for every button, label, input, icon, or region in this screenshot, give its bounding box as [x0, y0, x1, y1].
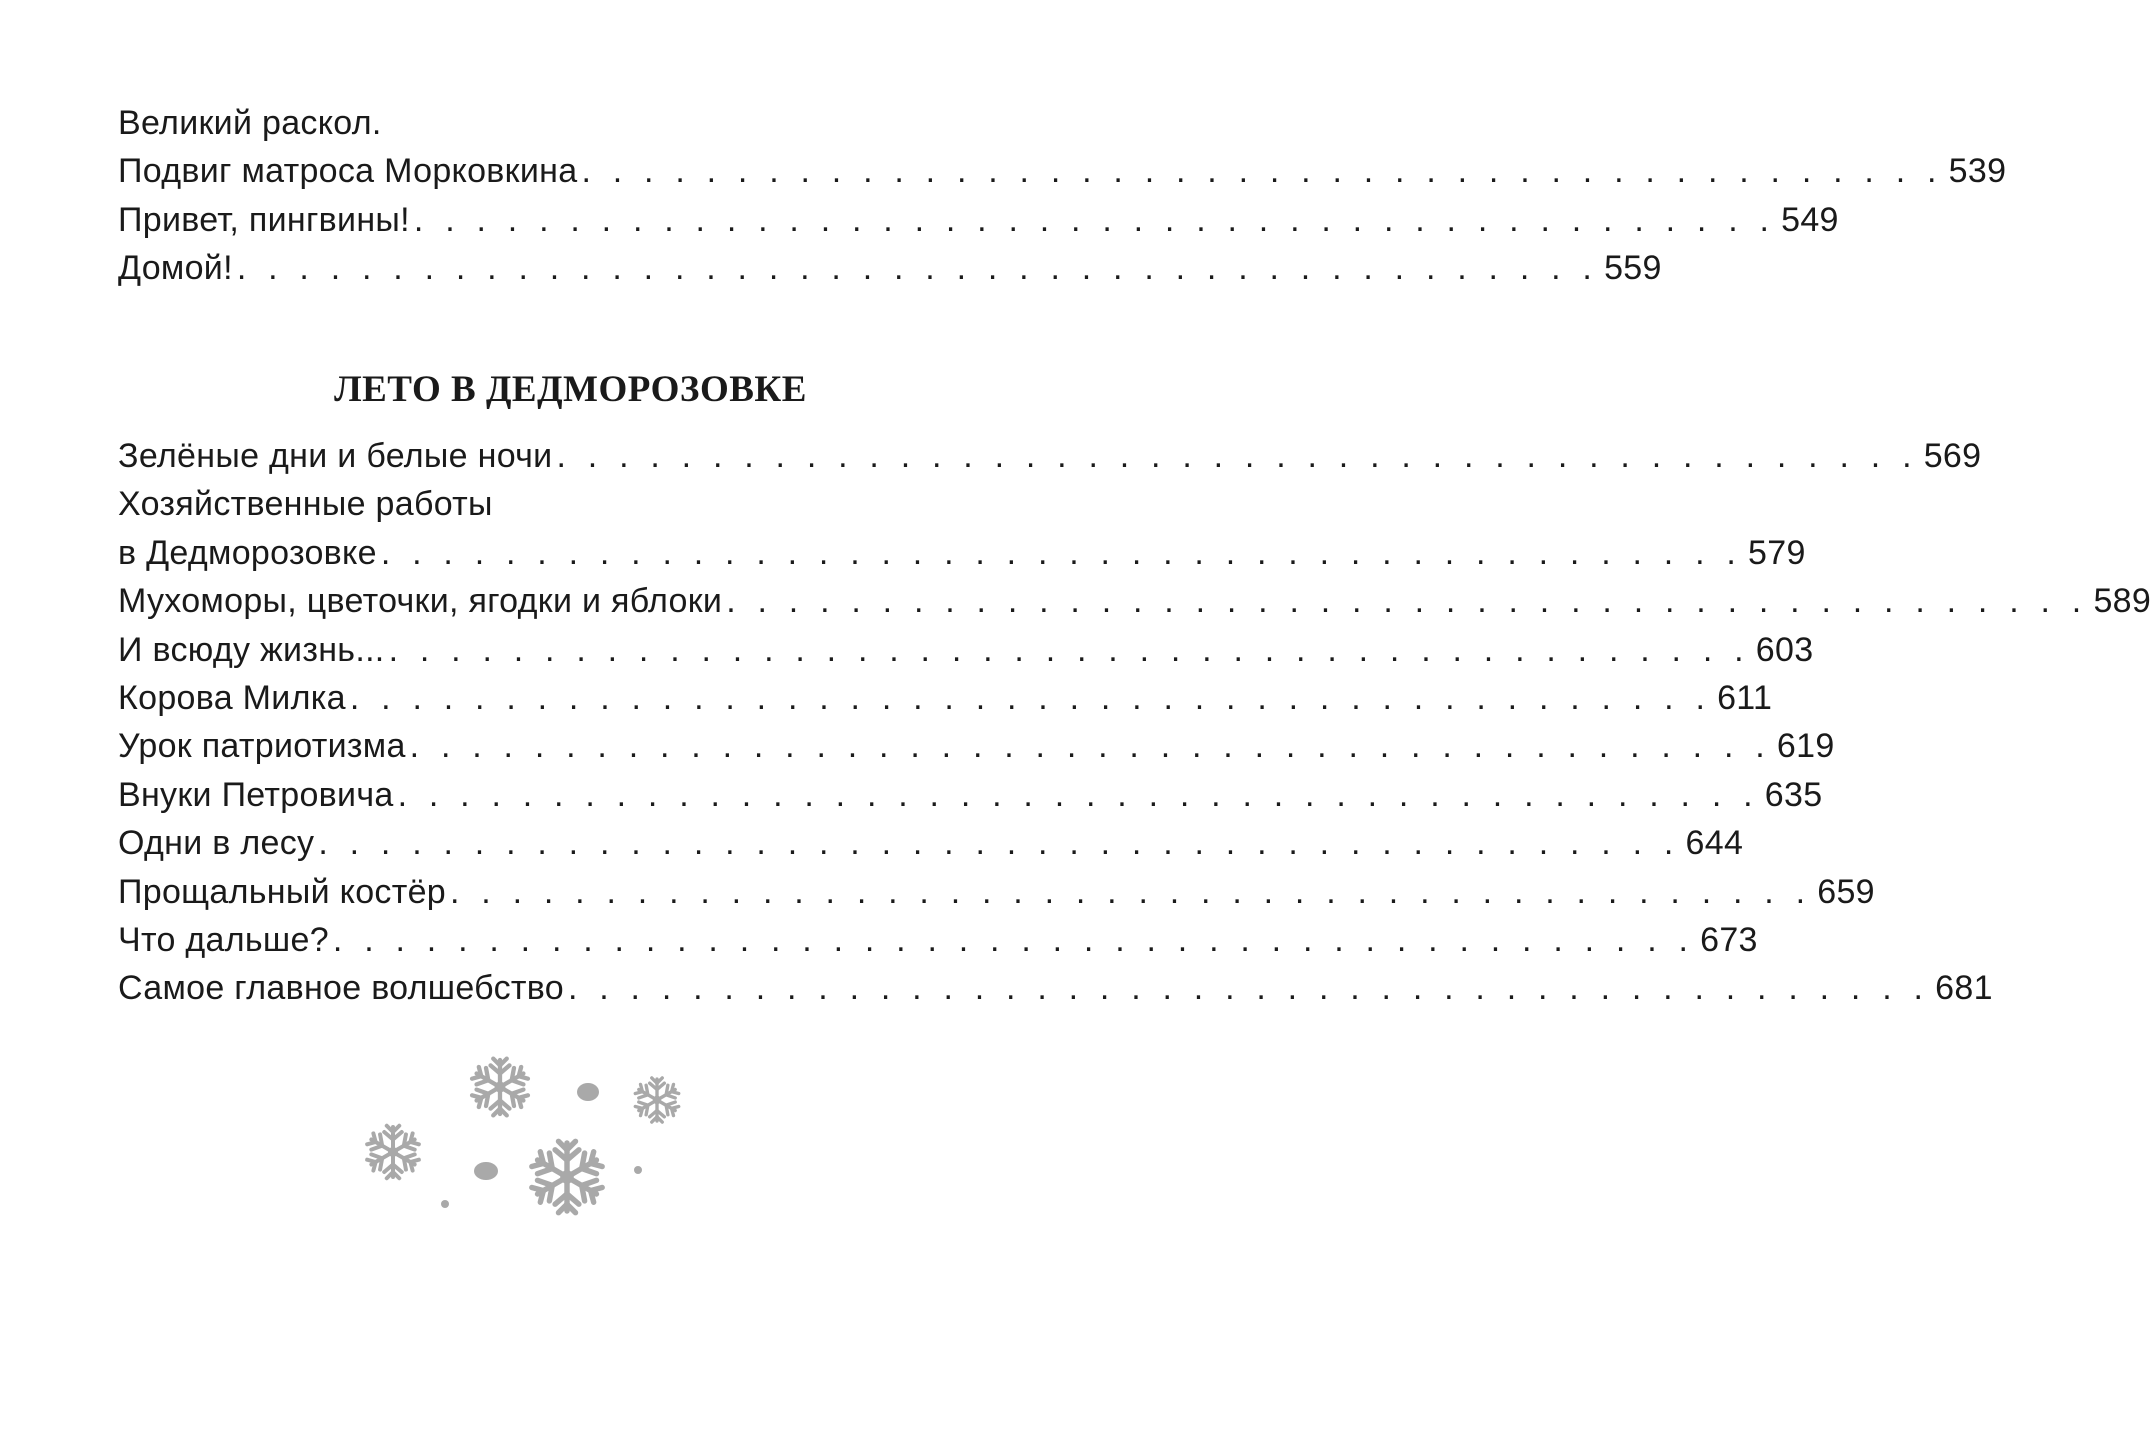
toc-entry-row [118, 626, 1814, 674]
toc-entry [118, 626, 1814, 674]
dot-leader: . . . . . . . . . . . . . . . . . . . . . . . . . . . . . . . . . . . . . . . . . . . . [581, 152, 1943, 191]
dot-leader: . . . . . . . . . . . . . . . . . . . . . . . . . . . . . . . . . . . . . . . . . . . . [236, 249, 1599, 288]
snow-dot [577, 1083, 599, 1101]
toc-entry-title: Корова Милка [118, 678, 346, 717]
dot-leader: . . . . . . . . . . . . . . . . . . . . . . . . . . . . . . . . . . . . . . . . . . . . [349, 678, 1712, 717]
toc-entry-row [118, 868, 1875, 916]
toc-entry-title: Подвиг матроса Морковкина [118, 152, 578, 191]
dot-leader: . . . . . . . . . . . . . . . . . . . . . . . . . . . . . . . . . . . . . . . . . . . . [726, 582, 2088, 621]
toc-entry [118, 771, 1823, 819]
snowflake-icon [471, 1059, 530, 1116]
toc-entry-title: И всюду жизнь... [118, 630, 385, 669]
toc-entry-title: Самое главное волшебство [118, 969, 564, 1008]
toc-entry [118, 196, 1839, 244]
toc-entry-row [118, 147, 2007, 195]
snow-dot [474, 1162, 498, 1180]
toc-entry [118, 432, 1982, 480]
toc-entry-title: Мухоморы, цветочки, ягодки и яблоки [118, 582, 723, 621]
toc-entry [118, 916, 1758, 964]
toc-entry [118, 868, 1875, 916]
toc-page-number: 681 [1935, 969, 1993, 1008]
toc-entry [118, 819, 1744, 867]
toc-entry-title: Одни в лесу [118, 824, 315, 863]
toc-entry [118, 722, 1835, 770]
toc-entry [118, 244, 1662, 292]
toc-page-number: 603 [1755, 630, 1814, 669]
toc-entry [118, 480, 1806, 577]
dot-leader: . . . . . . . . . . . . . . . . . . . . . . . . . . . . . . . . . . . . . . . . . . . . [409, 727, 1771, 766]
toc-entry-row [118, 196, 1839, 244]
toc-entry-title: Зелёные дни и белые ночи [118, 437, 553, 475]
toc-entry [118, 674, 1773, 722]
toc-entry-row [118, 916, 1758, 964]
toc-page-number: 589 [2093, 582, 2151, 621]
dot-leader: . . . . . . . . . . . . . . . . . . . . . . . . . . . . . . . . . . . . . . . . . . . . [567, 969, 1930, 1008]
toc-page-number: 635 [1764, 775, 1823, 814]
snowflake-icon [530, 1141, 604, 1212]
toc-entry-row [118, 432, 1982, 480]
toc-entry-row [118, 577, 2151, 625]
toc-entry-row [118, 674, 1773, 722]
snowflake-icon [366, 1126, 420, 1179]
dot-leader: . . . . . . . . . . . . . . . . . . . . . . . . . . . . . . . . . . . . . . . . . . . . [450, 872, 1812, 911]
toc-page-number: 549 [1781, 200, 1839, 239]
toc-entry [118, 577, 2151, 625]
toc-entry-title-line: Великий раскол. [118, 104, 382, 142]
toc-page-number: 619 [1776, 727, 1835, 766]
toc-page-number: 673 [1700, 920, 1758, 959]
toc-entry-row [118, 819, 1744, 867]
toc-entry-row [118, 529, 1806, 577]
toc-entry-title: Внуки Петровича [118, 775, 394, 814]
toc-page-number: 569 [1923, 437, 1982, 475]
toc-entry-row [118, 771, 1823, 819]
toc-entry-title: в Дедморозовке [118, 533, 377, 572]
snow-dot [441, 1200, 449, 1208]
dot-leader: . . . . . . . . . . . . . . . . . . . . . . . . . . . . . . . . . . . . . . . . . . . . [388, 630, 1750, 669]
toc-page-number: 611 [1717, 678, 1773, 717]
snowflake-icon [634, 1078, 680, 1122]
toc-entry-title: Привет, пингвины! [118, 200, 410, 239]
toc-page-number: 559 [1604, 249, 1662, 288]
dot-leader: . . . . . . . . . . . . . . . . . . . . . . . . . . . . . . . . . . . . . . . . . . . . [556, 437, 1918, 475]
toc-entry-title: Урок патриотизма [118, 727, 406, 766]
toc-entry [118, 99, 2007, 196]
toc-entry-title: Что дальше? [118, 920, 329, 959]
toc-entry-title: Домой! [118, 249, 233, 288]
section-title: ЛЕТО В ДЕДМОРОЗОВКЕ [334, 369, 807, 410]
toc-page-number: 659 [1817, 872, 1875, 911]
snow-dot [634, 1166, 642, 1174]
dot-leader: . . . . . . . . . . . . . . . . . . . . . . . . . . . . . . . . . . . . . . . . . . . . [332, 920, 1695, 959]
toc-entry-row [118, 722, 1835, 770]
dot-leader: . . . . . . . . . . . . . . . . . . . . . . . . . . . . . . . . . . . . . . . . . . . . [397, 775, 1759, 814]
toc-page-number: 579 [1748, 533, 1806, 572]
toc-entry-row [118, 964, 1993, 1012]
toc-page-number: 539 [1948, 152, 2007, 191]
toc-entry-title: Прощальный костёр [118, 872, 447, 911]
toc-list-bottom [118, 432, 2151, 1013]
dot-leader: . . . . . . . . . . . . . . . . . . . . . . . . . . . . . . . . . . . . . . . . . . . . [318, 824, 1680, 863]
toc-list-top [118, 99, 2007, 293]
toc-entry [118, 964, 1993, 1012]
snowflakes-decoration [355, 1050, 695, 1230]
toc-entry-row [118, 244, 1662, 292]
dot-leader: . . . . . . . . . . . . . . . . . . . . . . . . . . . . . . . . . . . . . . . . . . . . [413, 200, 1776, 239]
dot-leader: . . . . . . . . . . . . . . . . . . . . . . . . . . . . . . . . . . . . . . . . . . . . [380, 533, 1743, 572]
toc-page-number: 644 [1685, 824, 1744, 863]
toc-entry-title-line: Хозяйственные работы [118, 485, 493, 524]
